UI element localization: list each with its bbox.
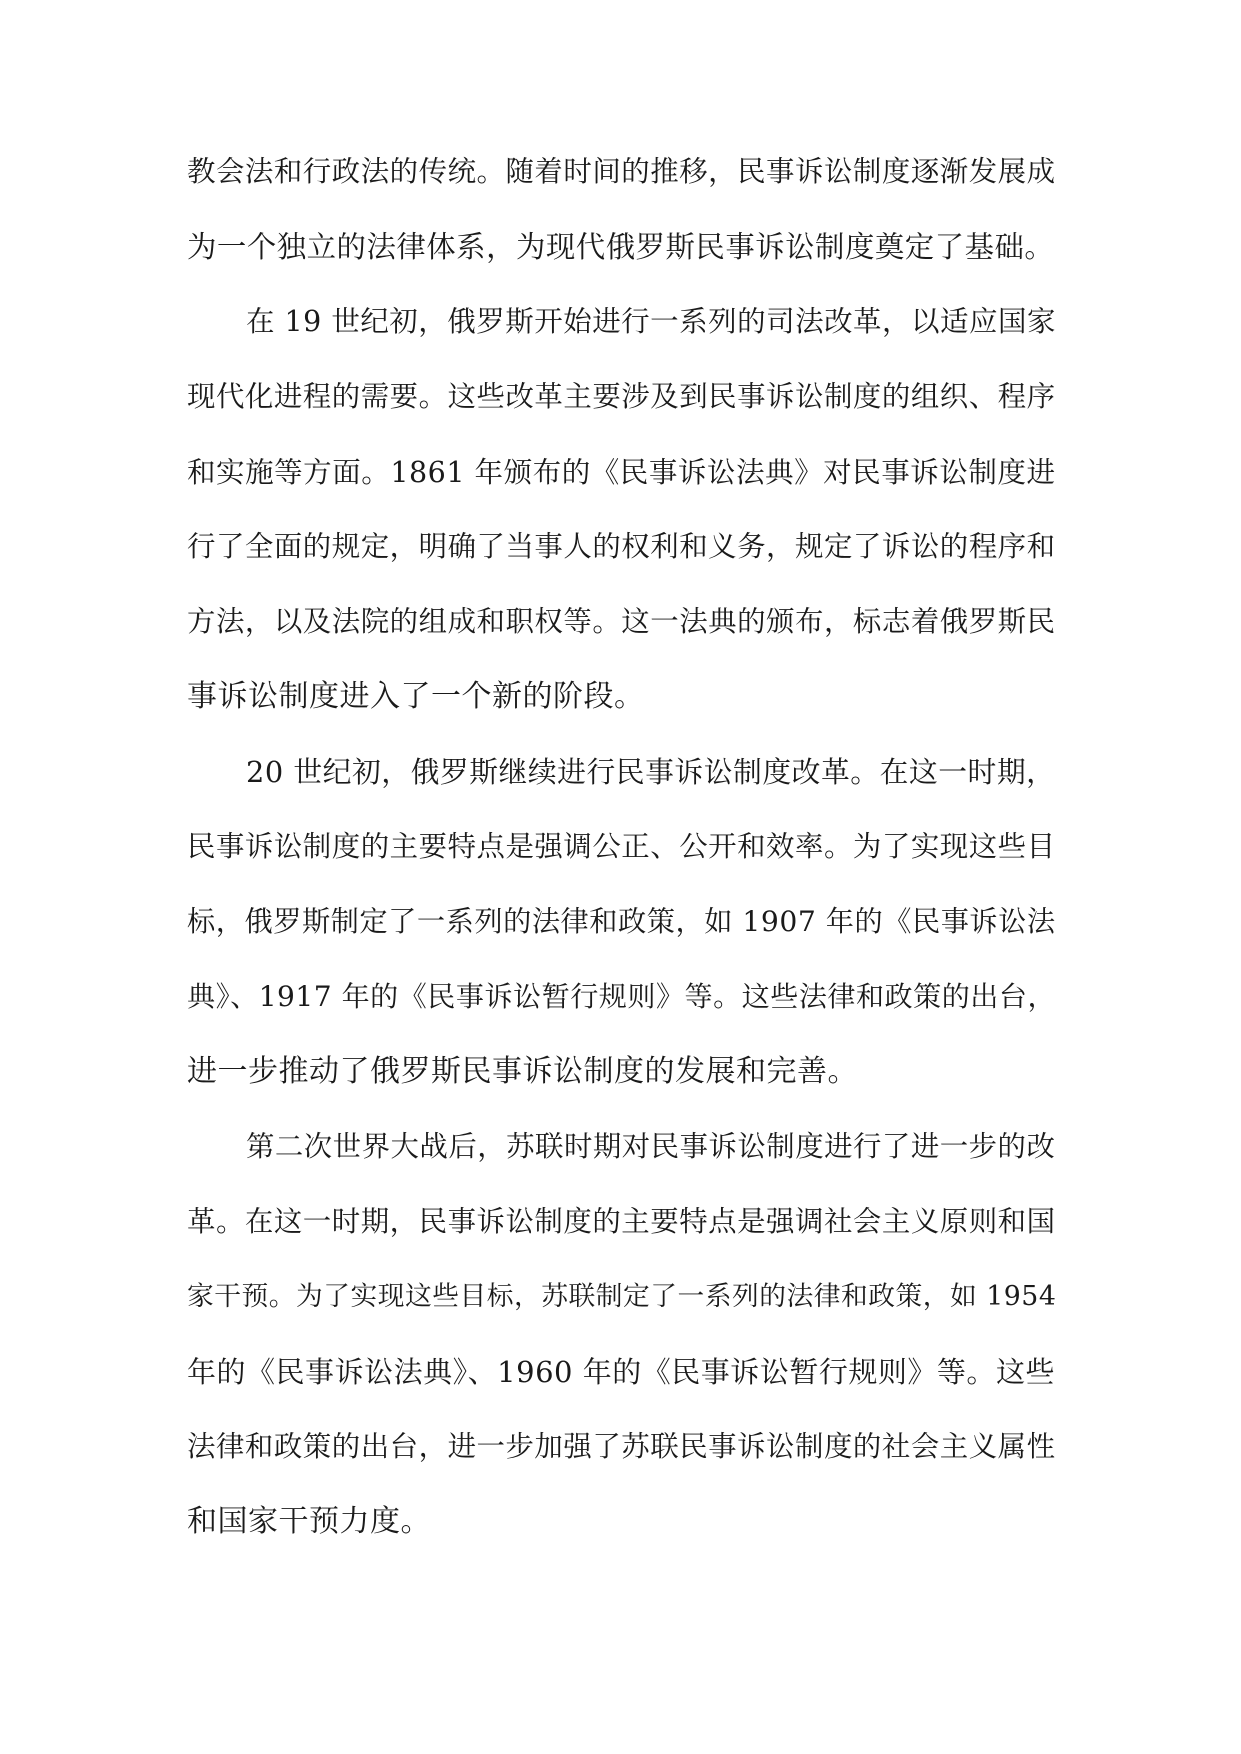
text-line: 和实施等方面。1861 年颁布的《民事诉讼法典》对民事诉讼制度进 [187, 455, 1056, 489]
text-line: 行了全面的规定，明确了当事人的权利和义务，规定了诉讼的程序和 [187, 530, 1056, 563]
text-line: 标，俄罗斯制定了一系列的法律和政策，如 1907 年的《民事诉讼法 [187, 905, 1056, 938]
text-line: 革。在这一时期，民事诉讼制度的主要特点是强调社会主义原则和国 [187, 1205, 1056, 1238]
text-line: 为一个独立的法律体系，为现代俄罗斯民事诉讼制度奠定了基础。 [187, 230, 1055, 264]
text-line: 方法，以及法院的组成和职权等。这一法典的颁布，标志着俄罗斯民 [187, 605, 1056, 638]
text-line: 进一步推动了俄罗斯民事诉讼制度的发展和完善。 [187, 1054, 858, 1089]
text-line: 和国家干预力度。 [187, 1504, 431, 1539]
text-line: 20 世纪初，俄罗斯继续进行民事诉讼制度改革。在这一时期， [246, 755, 1056, 789]
text-line: 民事诉讼制度的主要特点是强调公正、公开和效率。为了实现这些目 [187, 830, 1056, 863]
text-line: 法律和政策的出台，进一步加强了苏联民事诉讼制度的社会主义属性 [187, 1430, 1056, 1463]
text-line: 第二次世界大战后，苏联时期对民事诉讼制度进行了进一步的改 [246, 1130, 1056, 1163]
text-line: 在 19 世纪初，俄罗斯开始进行一系列的司法改革，以适应国家 [246, 305, 1056, 338]
text-line: 现代化进程的需要。这些改革主要涉及到民事诉讼制度的组织、程序 [187, 380, 1056, 413]
text-line: 年的《民事诉讼法典》、1960 年的《民事诉讼暂行规则》等。这些 [187, 1355, 1055, 1389]
text-line: 典》、1917 年的《民事诉讼暂行规则》等。这些法律和政策的出台， [187, 980, 1057, 1013]
text-line: 家干预。为了实现这些目标，苏联制定了一系列的法律和政策，如 1954 [187, 1281, 1057, 1312]
text-line: 教会法和行政法的传统。随着时间的推移，民事诉讼制度逐渐发展成 [187, 155, 1056, 188]
text-line: 事诉讼制度进入了一个新的阶段。 [187, 679, 645, 714]
